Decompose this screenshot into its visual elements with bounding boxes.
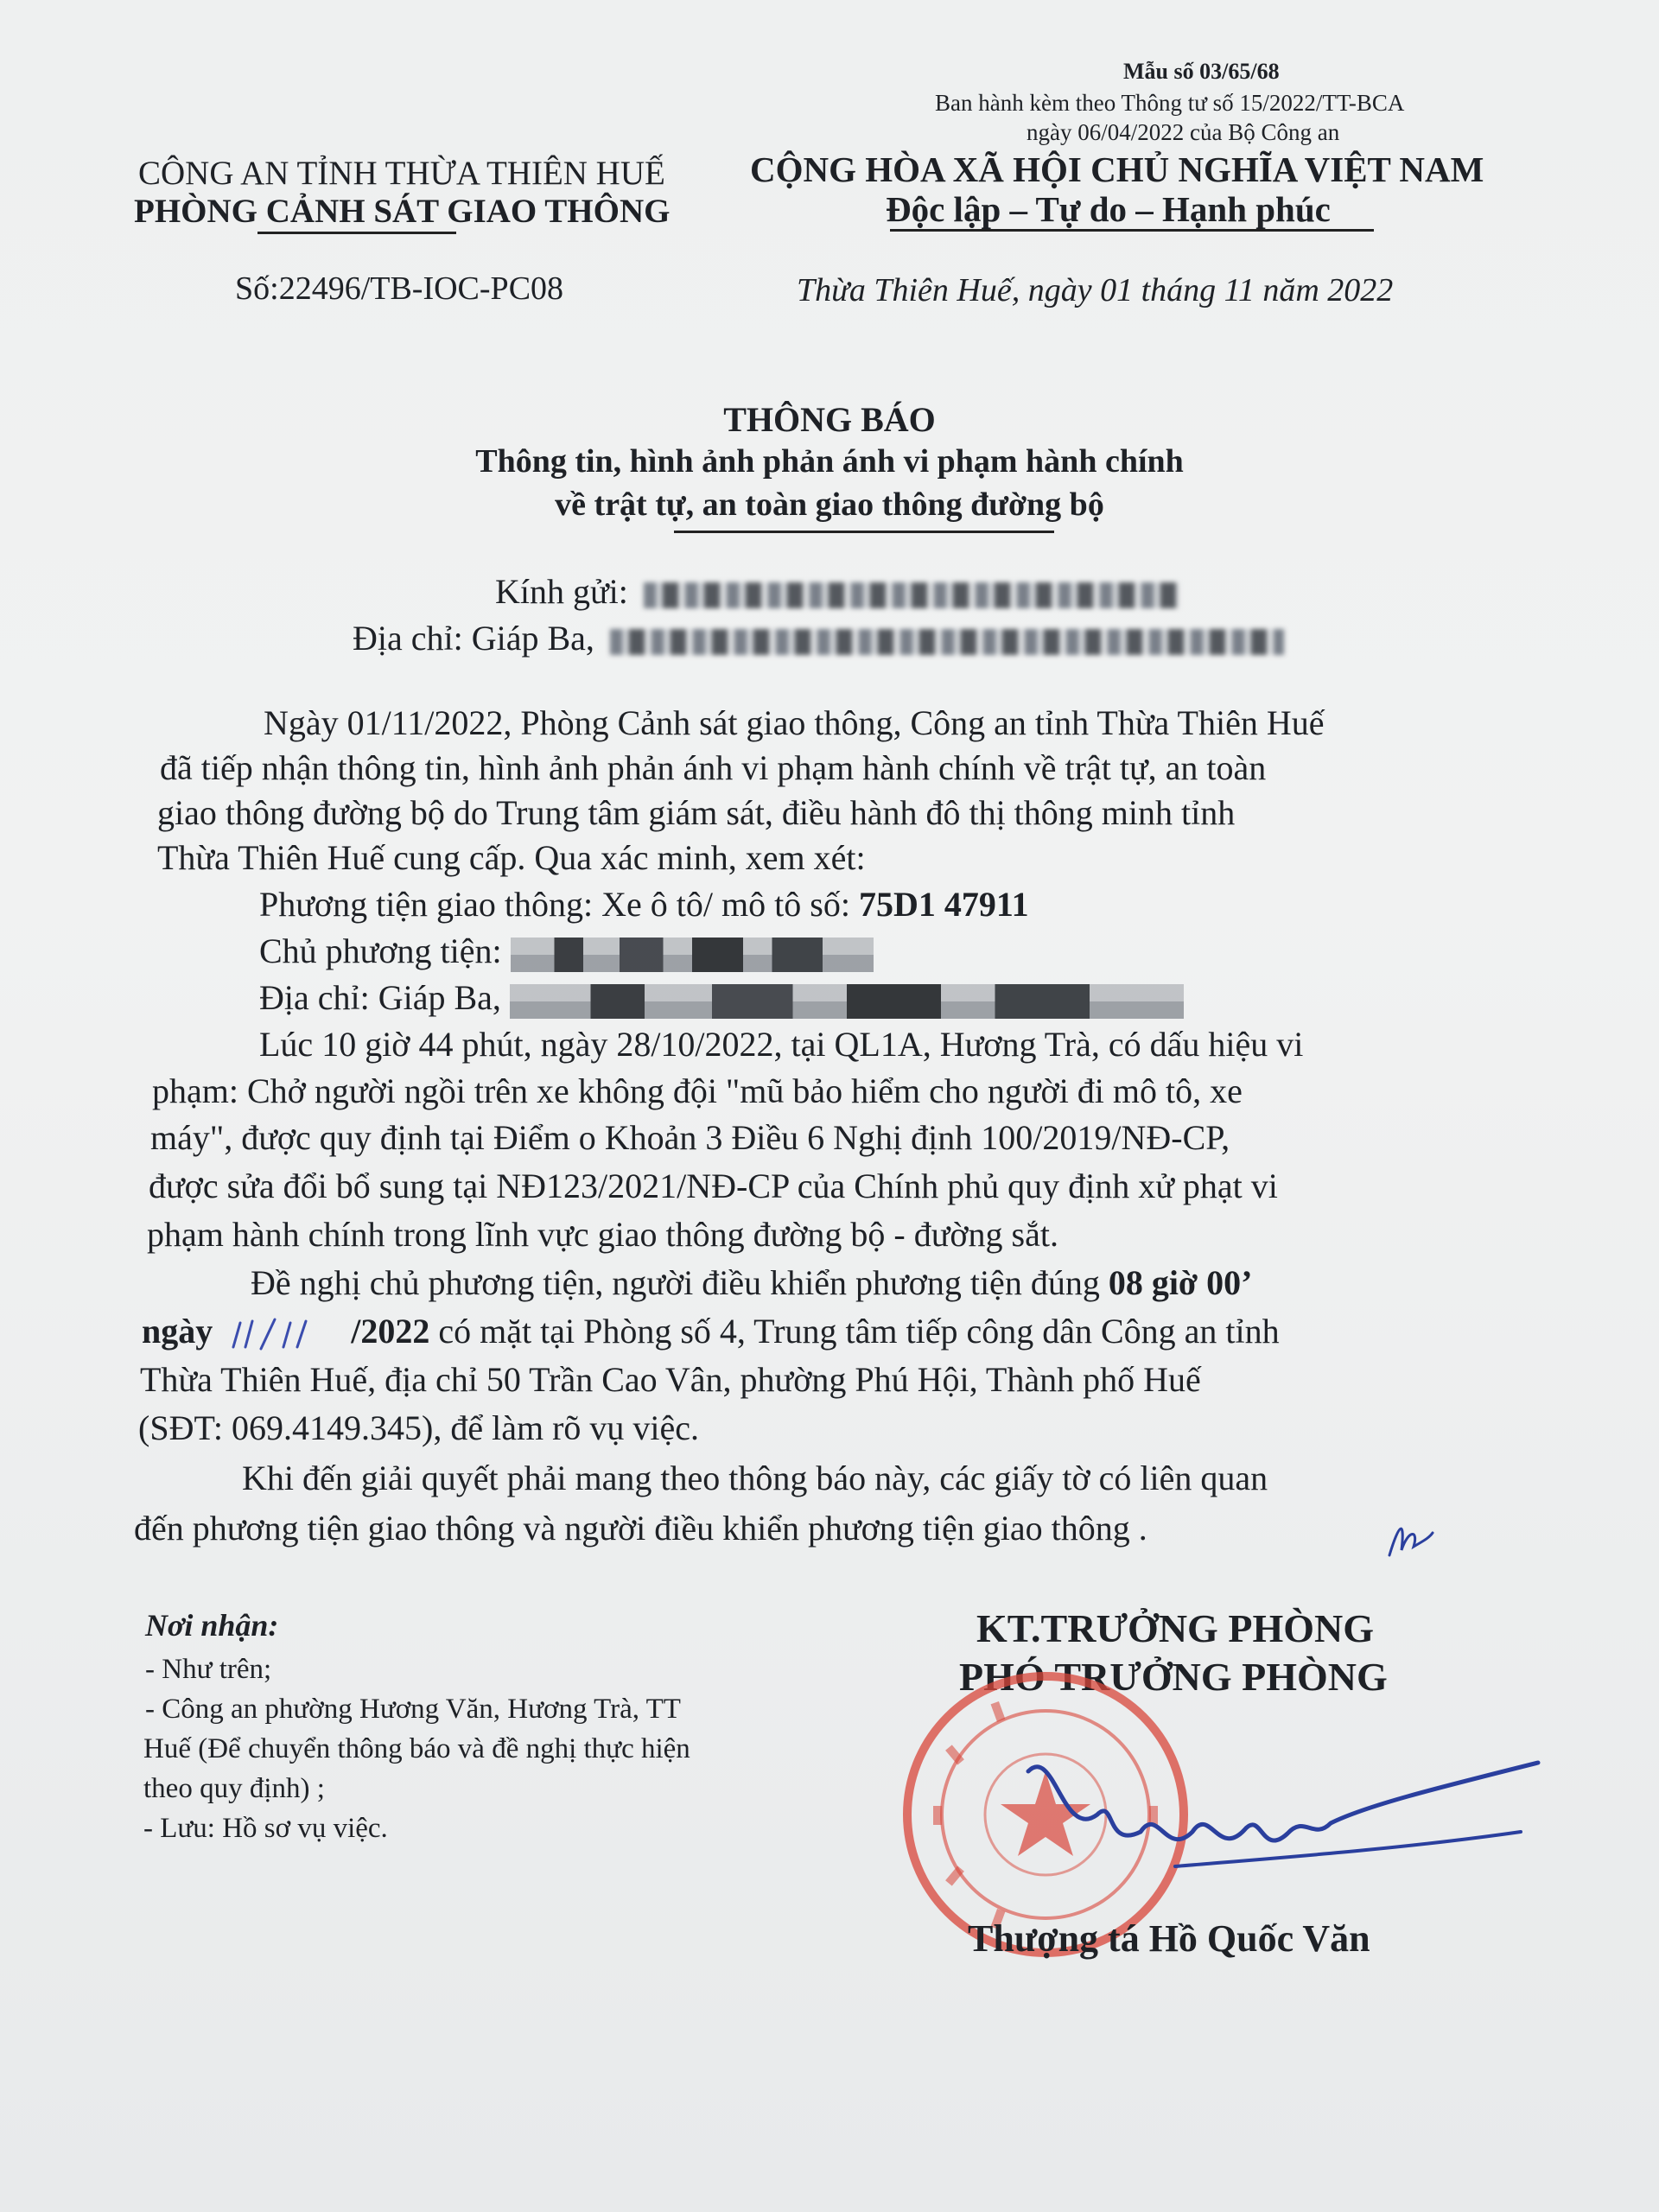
motto-underline [890,229,1374,232]
document-number: Số:22496/TB-IOC-PC08 [235,270,564,307]
violation-line4: được sửa đổi bổ sung tại NĐ123/2021/NĐ-CP của Chính phủ quy định xử phạt vi [149,1166,1278,1205]
request-line1 [251,1262,1252,1305]
paragraph1-line1: Ngày 01/11/2022, Phòng Cảnh sát giao thông, Công an tỉnh Thừa Thiên Huế [264,703,1325,742]
owner-label: Chủ phương tiện: [259,931,502,970]
redacted-owner-address [510,984,1184,1019]
documents-line1: Khi đến giải quyết phải mang theo thông báo này, các giấy tờ có liên quan [242,1459,1268,1497]
redacted-owner-name [511,938,874,972]
title-underline [674,531,1054,533]
signatory-title-line1: KT.TRƯỞNG PHÒNG [976,1606,1374,1650]
org-unit: PHÒNG CẢNH SÁT GIAO THÔNG [134,193,671,230]
document-title: THÔNG BÁO [723,400,936,439]
violation-line3: máy", được quy định tại Điểm o Khoản 3 Điều 6 Nghị định 100/2019/NĐ-CP, [150,1118,1230,1157]
owner-address-line [259,976,1184,1020]
document-subtitle-line2: về trật tự, an toàn giao thông đường bộ [555,486,1104,523]
violation-line1: Lúc 10 giờ 44 phút, ngày 28/10/2022, tại QL1A, Hương Trà, có dấu hiệu vi [259,1025,1304,1064]
documents-line2: đến phương tiện giao thông và người điều khiển phương tiện giao thông . [134,1509,1147,1548]
vehicle-label: Phương tiện giao thông: Xe ô tô/ mô tô số: [259,885,850,924]
vehicle-line [259,883,1029,926]
motto: Độc lập – Tự do – Hạnh phúc [886,189,1331,229]
form-number: Mẫu số 03/65/68 [1123,59,1280,84]
recipients-title: Nơi nhận: [145,1608,279,1643]
request-text: Đề nghị chủ phương tiện, người điều khiển phương tiện đúng [251,1263,1100,1302]
redacted-recipient-name [644,582,1179,608]
handwritten-initial [1384,1512,1436,1564]
request-line2-rest: có mặt tại Phòng số 4, Trung tâm tiếp công dân Công an tỉnh [438,1312,1280,1351]
recipient-address-label: Địa chỉ: Giáp Ba, [353,619,594,658]
document-subtitle-line1: Thông tin, hình ảnh phản ánh vi phạm hành chính [475,443,1184,480]
paragraph1-line2: đã tiếp nhận thông tin, hình ảnh phản ánh vi phạm hành chính về trật tự, an toàn [160,748,1267,787]
recipient-item: - Công an phường Hương Văn, Hương Trà, TT [145,1694,681,1725]
recipient-item: Huế (Để chuyển thông báo và đề nghị thực hiện [143,1733,690,1764]
owner-line [259,930,874,973]
request-day-label: ngày [142,1312,213,1351]
paragraph1-line3: giao thông đường bộ do Trung tâm giám sát, điều hành đô thị thông minh tỉnh [157,793,1236,832]
paragraph1-line4: Thừa Thiên Huế cung cấp. Qua xác minh, xem xét: [157,838,866,877]
recipient-address-line [353,617,1284,660]
signatory-title-line2: PHÓ TRƯỞNG PHÒNG [959,1655,1388,1699]
violation-line2: phạm: Chở người ngồi trên xe không đội "mũ bảo hiểm cho người đi mô tô, xe [152,1071,1243,1110]
org-parent: CÔNG AN TỈNH THỪA THIÊN HUẾ [138,155,665,192]
org-underline [257,232,456,234]
redacted-recipient-address [610,629,1284,655]
place-date: Thừa Thiên Huế, ngày 01 tháng 11 năm 2022 [797,272,1394,308]
request-line3: Thừa Thiên Huế, địa chỉ 50 Trần Cao Vân, phường Phú Hội, Thành phố Huế [140,1360,1201,1399]
form-issued-line2: ngày 06/04/2022 của Bộ Công an [1027,119,1340,145]
owner-address-label: Địa chỉ: Giáp Ba, [259,978,501,1017]
recipient-item: - Như trên; [145,1654,272,1685]
violation-line5: phạm hành chính trong lĩnh vực giao thông đường bộ - đường sắt. [147,1215,1058,1254]
request-line2 [142,1310,1280,1356]
request-line4: (SĐT: 069.4149.345), để làm rõ vụ việc. [138,1408,700,1447]
handwritten-date [221,1314,342,1356]
nation-name: CỘNG HÒA XÃ HỘI CHỦ NGHĨA VIỆT NAM [750,149,1484,189]
request-time: 08 giờ 00’ [1108,1263,1253,1302]
signer-name: Thượng tá Hồ Quốc Văn [968,1917,1370,1960]
recipient-item: theo quy định) ; [143,1773,325,1804]
recipient-line [495,570,1179,613]
recipient-item: - Lưu: Hồ sơ vụ việc. [143,1813,388,1844]
handwritten-signature [1002,1737,1555,1892]
form-issued-line1: Ban hành kèm theo Thông tư số 15/2022/TT-BCA [935,90,1405,116]
vehicle-plate: 75D1 47911 [858,885,1029,924]
request-year: /2022 [351,1312,430,1351]
recipient-label: Kính gửi: [495,572,628,611]
